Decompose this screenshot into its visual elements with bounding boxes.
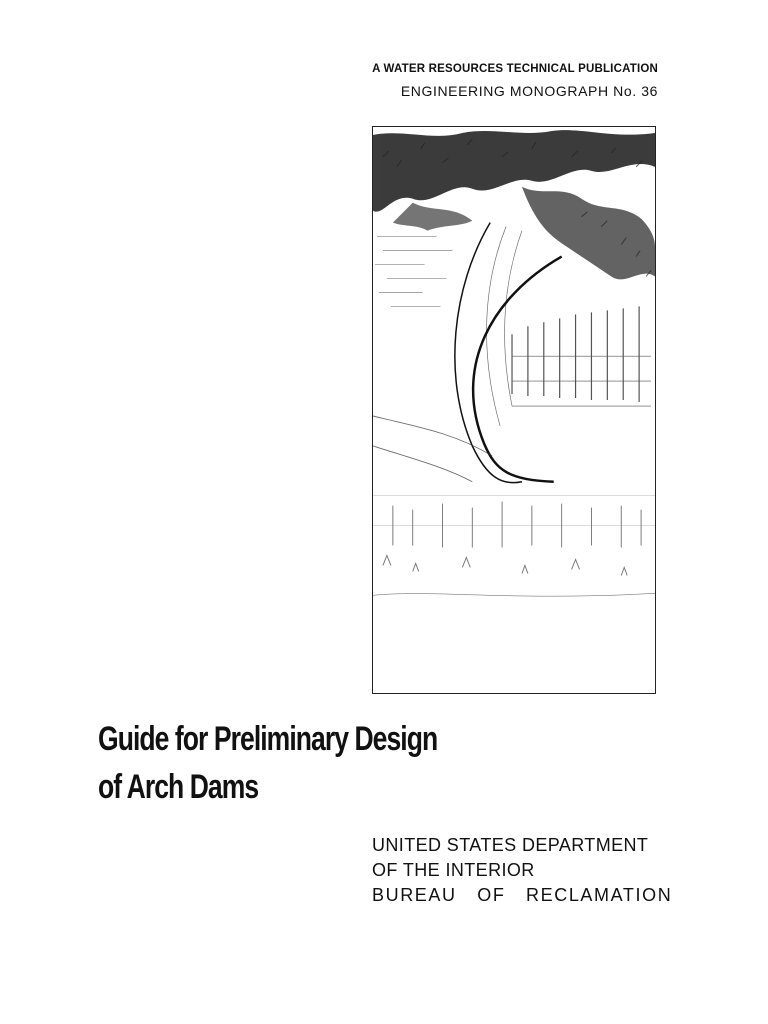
dam-arch xyxy=(455,223,562,483)
publisher-line-2: OF THE INTERIOR xyxy=(372,860,535,880)
publisher-line-3: BUREAU OF RECLAMATION xyxy=(372,885,673,905)
series-label: A WATER RESOURCES TECHNICAL PUBLICATION xyxy=(372,63,658,75)
title-line-1: Guide for Preliminary Design xyxy=(98,720,438,758)
header-block xyxy=(372,63,658,99)
arch-dam-sketch xyxy=(373,127,655,693)
foreground-scrub xyxy=(373,555,655,596)
publisher-line-1: UNITED STATES DEPARTMENT xyxy=(372,835,649,855)
publisher-block xyxy=(372,833,673,908)
title-line-2: of Arch Dams xyxy=(98,768,259,806)
reservoir-water xyxy=(375,237,452,307)
page-title xyxy=(98,715,566,811)
dam-face-hatching xyxy=(512,306,651,406)
canyon-rock xyxy=(373,416,655,548)
cover-illustration xyxy=(372,126,656,694)
monograph-number: ENGINEERING MONOGRAPH No. 36 xyxy=(400,83,658,99)
